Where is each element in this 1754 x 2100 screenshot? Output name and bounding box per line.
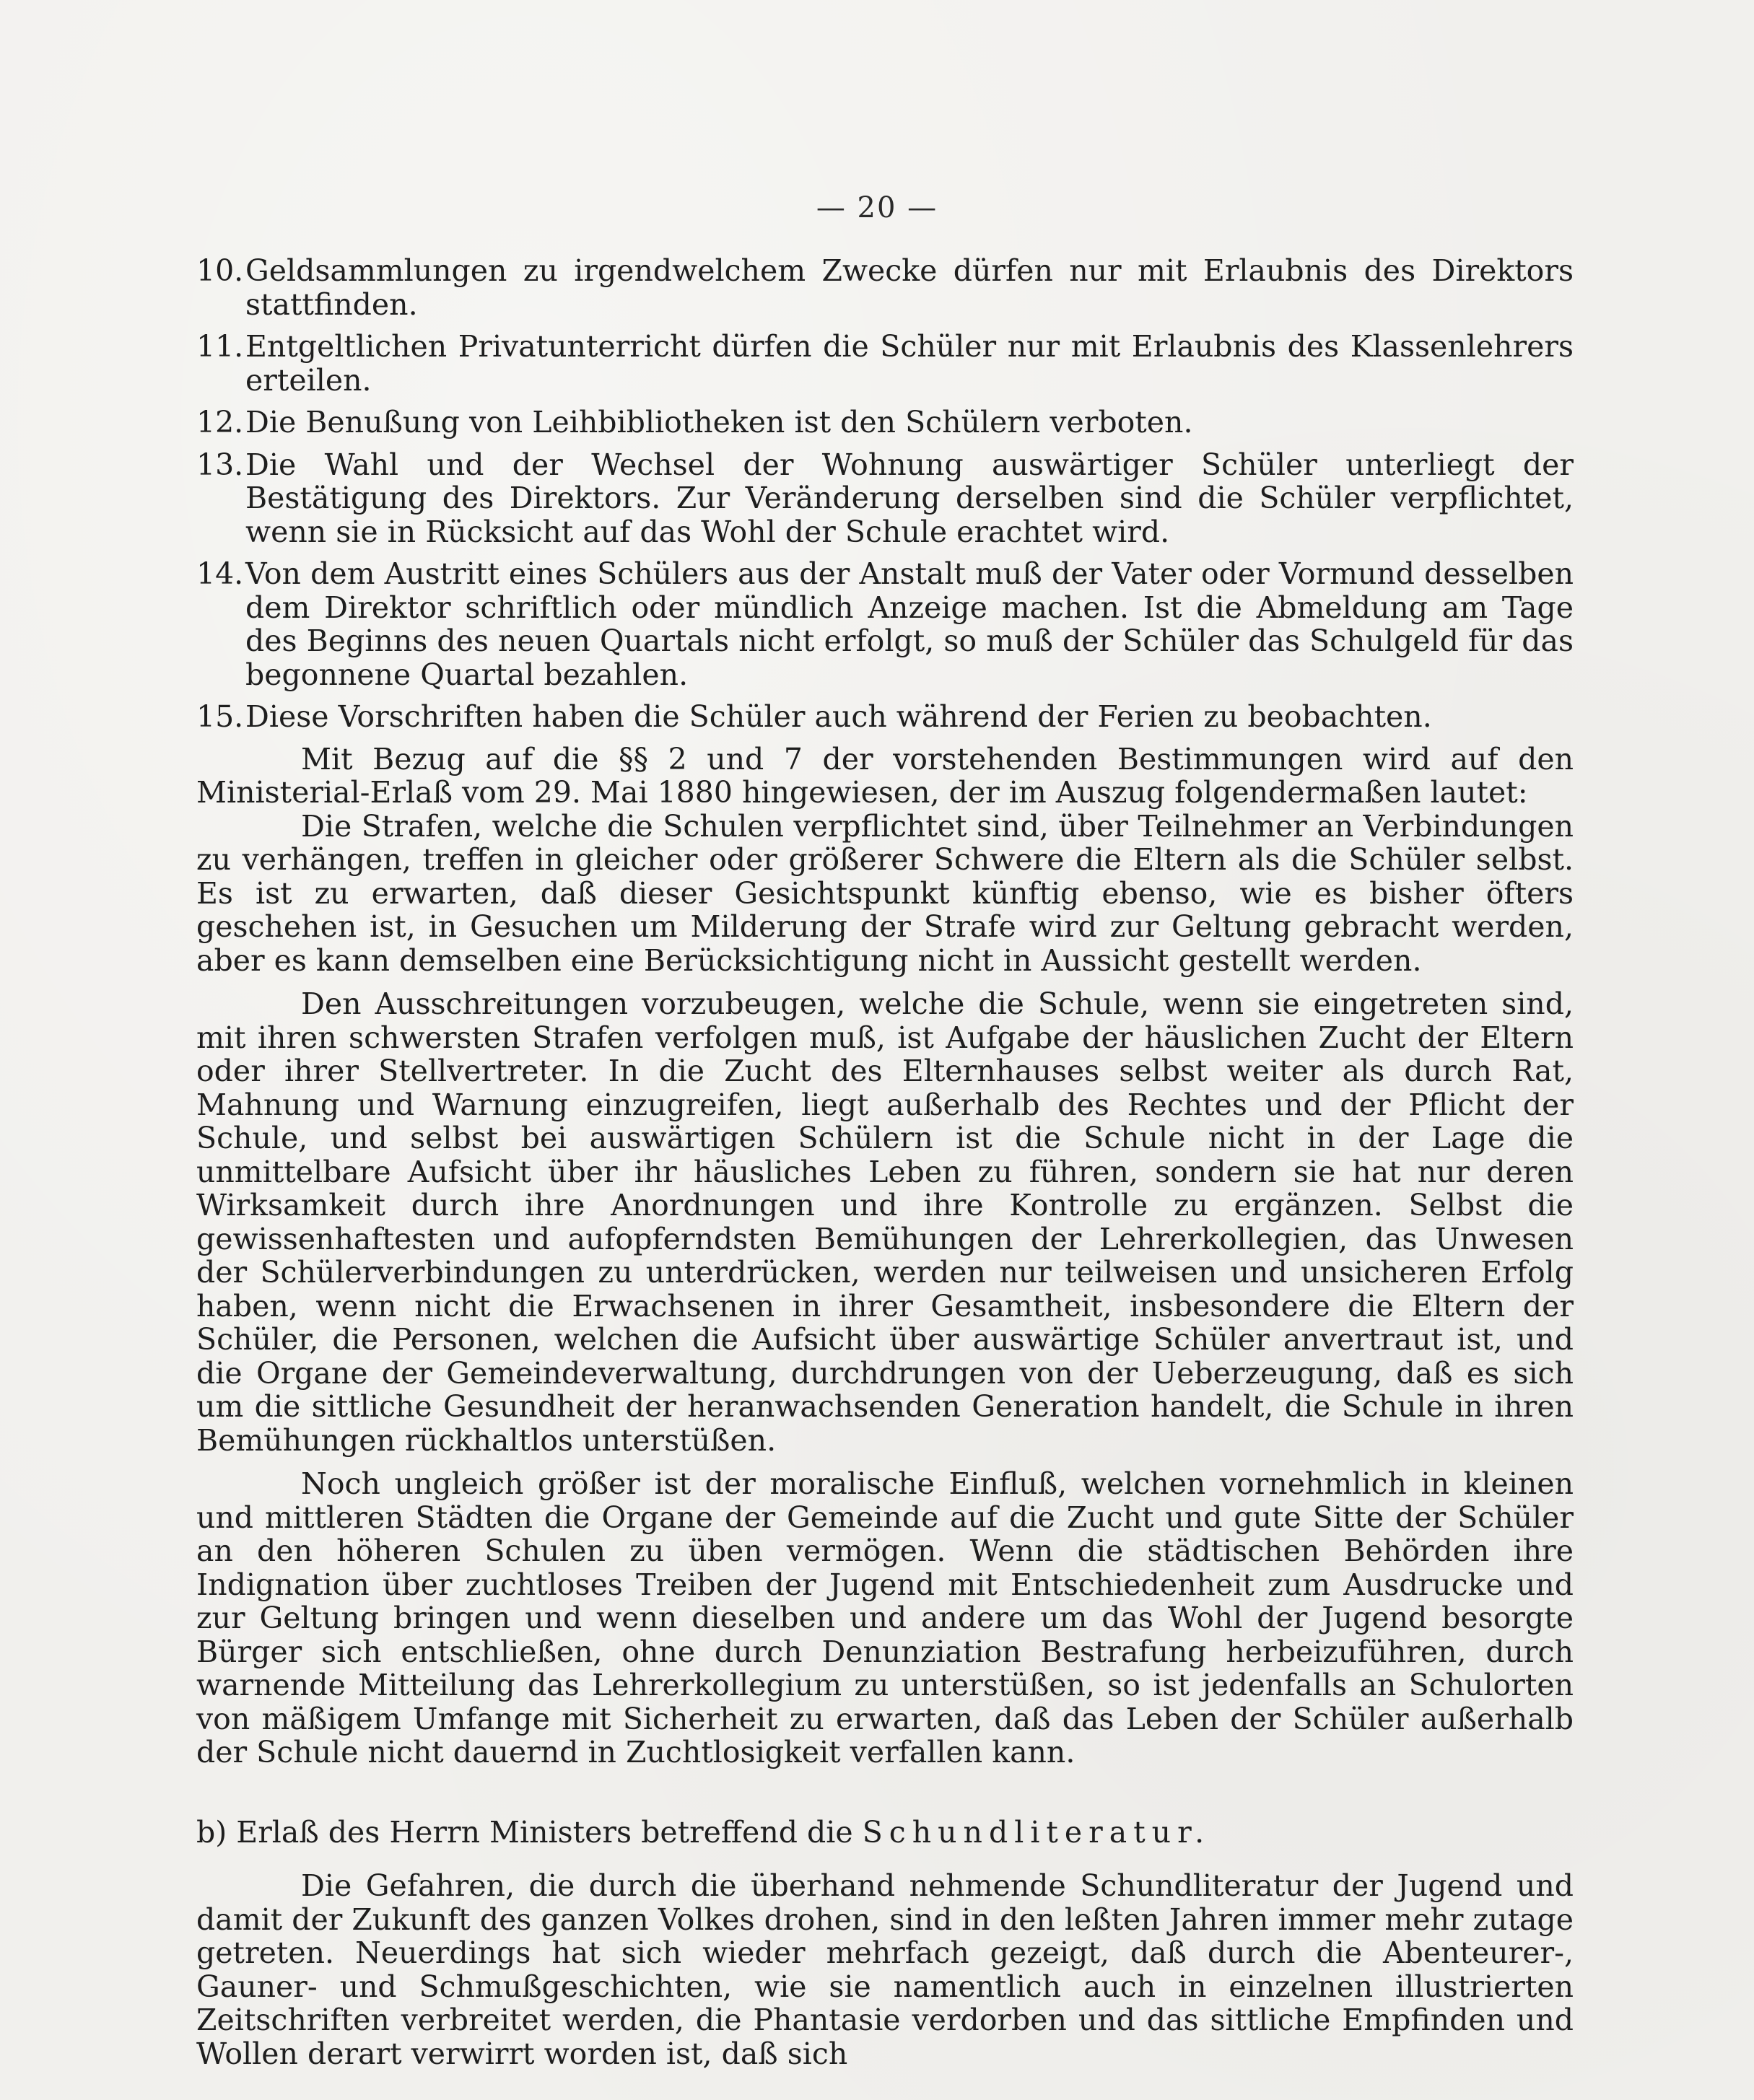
rule-text: Diese Vorschriften haben die Schüler auch während der Ferien zu beobachten. [245, 699, 1432, 734]
page-body [196, 254, 1574, 2070]
rule-text: Die Wahl und der Wechsel der Wohnung auswärtiger Schüler unterliegt der Bestätigung des Direktors. Zur Veränderung derselben sind die Schüler verpflichtet, wenn sie in Rücksicht auf das Wohl der Schule erachtet wird. [245, 447, 1574, 549]
closing-paragraph: Die Gefahren, die durch die überhand nehmende Schundliteratur der Jugend und damit der Zukunft des ganzen Volkes drohen, sind in den leßten Jahren immer mehr zutage getreten. Neuerdings hat sich wieder mehrfach gezeigt, daß durch die Abenteurer-, Gauner- und Schmußgeschichten, wie sie namentlich auch in einzelnen illustrierten Zeitschriften verbreitet werden, die Phantasie verdorben und das sittliche Empfinden und Wollen derart verwirrt worden ist, daß sich [196, 1868, 1574, 2071]
rule-item-11 [196, 330, 1574, 397]
rule-number: 15. [196, 699, 244, 734]
rule-number: 13. [196, 447, 244, 482]
rule-item-15 [196, 700, 1574, 734]
section-heading-spaced-word: Schundliteratur. [862, 1814, 1211, 1850]
rule-item-12 [196, 406, 1574, 439]
rule-text: Von dem Austritt eines Schülers aus der Anstalt muß der Vater oder Vormund desselben dem Direktor schriftlich oder mündlich Anzeige machen. Ist die Abmeldung am Tage des Beginns des neuen Quartals nicht erfolgt, so muß der Schüler das Schulgeld für das begonnene Quartal bezahlen. [245, 556, 1574, 692]
rule-item-14 [196, 557, 1574, 691]
rule-text: Die Benußung von Leihbibliotheken ist den Schülern verboten. [245, 405, 1193, 439]
intro-paragraph: Mit Bezug auf die §§ 2 und 7 der vorstehenden Bestimmungen wird auf den Ministerial-Erlaß vom 29. Mai 1880 hingewiesen, der im Auszug folgendermaßen lautet: [196, 741, 1574, 810]
section-heading-b [196, 1816, 1574, 1850]
rule-item-13 [196, 448, 1574, 549]
rule-number: 12. [196, 405, 244, 439]
quote-paragraph-1: Die Strafen, welche die Schulen verpflichtet sind, über Teilnehmer an Verbindungen zu verhängen, treffen in gleicher oder größerer Schwere die Eltern als die Schüler selbst. Es ist zu erwarten, daß dieser Gesichtspunkt künftig ebenso, wie es bisher öfters geschehen ist, in Gesuchen um Milderung der Strafe wird zur Geltung gebracht werden, aber es kann demselben eine Berücksichtigung nicht in Aussicht gestellt werden. [196, 808, 1574, 978]
section-heading-prefix: b) Erlaß des Herrn Ministers betreffend die [196, 1814, 853, 1850]
rule-text: Entgeltlichen Privatunterricht dürfen die Schüler nur mit Erlaubnis des Klassenlehrers erteilen. [245, 329, 1574, 398]
rule-number: 14. [196, 556, 244, 591]
rule-number: 11. [196, 329, 244, 364]
page-number: — 20 — [816, 191, 938, 224]
rule-number: 10. [196, 253, 244, 288]
rule-text: Geldsammlungen zu irgendwelchem Zwecke dürfen nur mit Erlaubnis des Direktors stattfinden. [245, 253, 1574, 322]
quote-paragraph-2: Den Ausschreitungen vorzubeugen, welche die Schule, wenn sie eingetreten sind, mit ihren schwersten Strafen verfolgen muß, ist Aufgabe der häuslichen Zucht der Eltern oder ihrer Stellvertreter. In die Zucht des Elternhauses selbst weiter als durch Rat, Mahnung und Warnung einzugreifen, liegt außerhalb des Rechtes und der Pflicht der Schule, und selbst bei auswärtigen Schülern ist die Schule nicht in der Lage die unmittelbare Aufsicht über ihr häusliches Leben zu führen, sondern sie hat nur deren Wirksamkeit durch ihre Anordnungen und ihre Kontrolle zu ergänzen. Selbst die gewissenhaftesten und aufopferndsten Bemühungen der Lehrerkollegien, das Unwesen der Schülerverbindungen zu unterdrücken, werden nur teilweisen und unsicheren Erfolg haben, wenn nicht die Erwachsenen in ihrer Gesamtheit, insbesondere die Eltern der Schüler, die Personen, welchen die Aufsicht über auswärtige Schüler anvertraut ist, und die Organe der Gemeindeverwaltung, durchdrungen von der Ueberzeugung, daß es sich um die sittliche Gesundheit der heranwachsenden Generation handelt, die Schule in ihren Bemühungen rückhaltlos unterstüßen. [196, 986, 1574, 1458]
quote-paragraph-3: Noch ungleich größer ist der moralische Einfluß, welchen vornehmlich in kleinen und mittleren Städten die Organe der Gemeinde auf die Zucht und gute Sitte der Schüler an den höheren Schulen zu üben vermögen. Wenn die städtischen Behörden ihre Indignation über zuchtloses Treiben der Jugend mit Entschiedenheit zum Ausdrucke und zur Geltung bringen und wenn dieselben und andere um das Wohl der Jugend besorgte Bürger sich entschließen, ohne durch Denunziation Bestrafung herbeizuführen, durch warnende Mitteilung das Lehrerkollegium zu unterstüßen, so ist jedenfalls an Schulorten von mäßigem Umfange mit Sicherheit zu erwarten, daß das Leben der Schüler außerhalb der Schule nicht dauernd in Zuchtlosigkeit verfallen kann. [196, 1466, 1574, 1769]
rule-item-10 [196, 254, 1574, 321]
